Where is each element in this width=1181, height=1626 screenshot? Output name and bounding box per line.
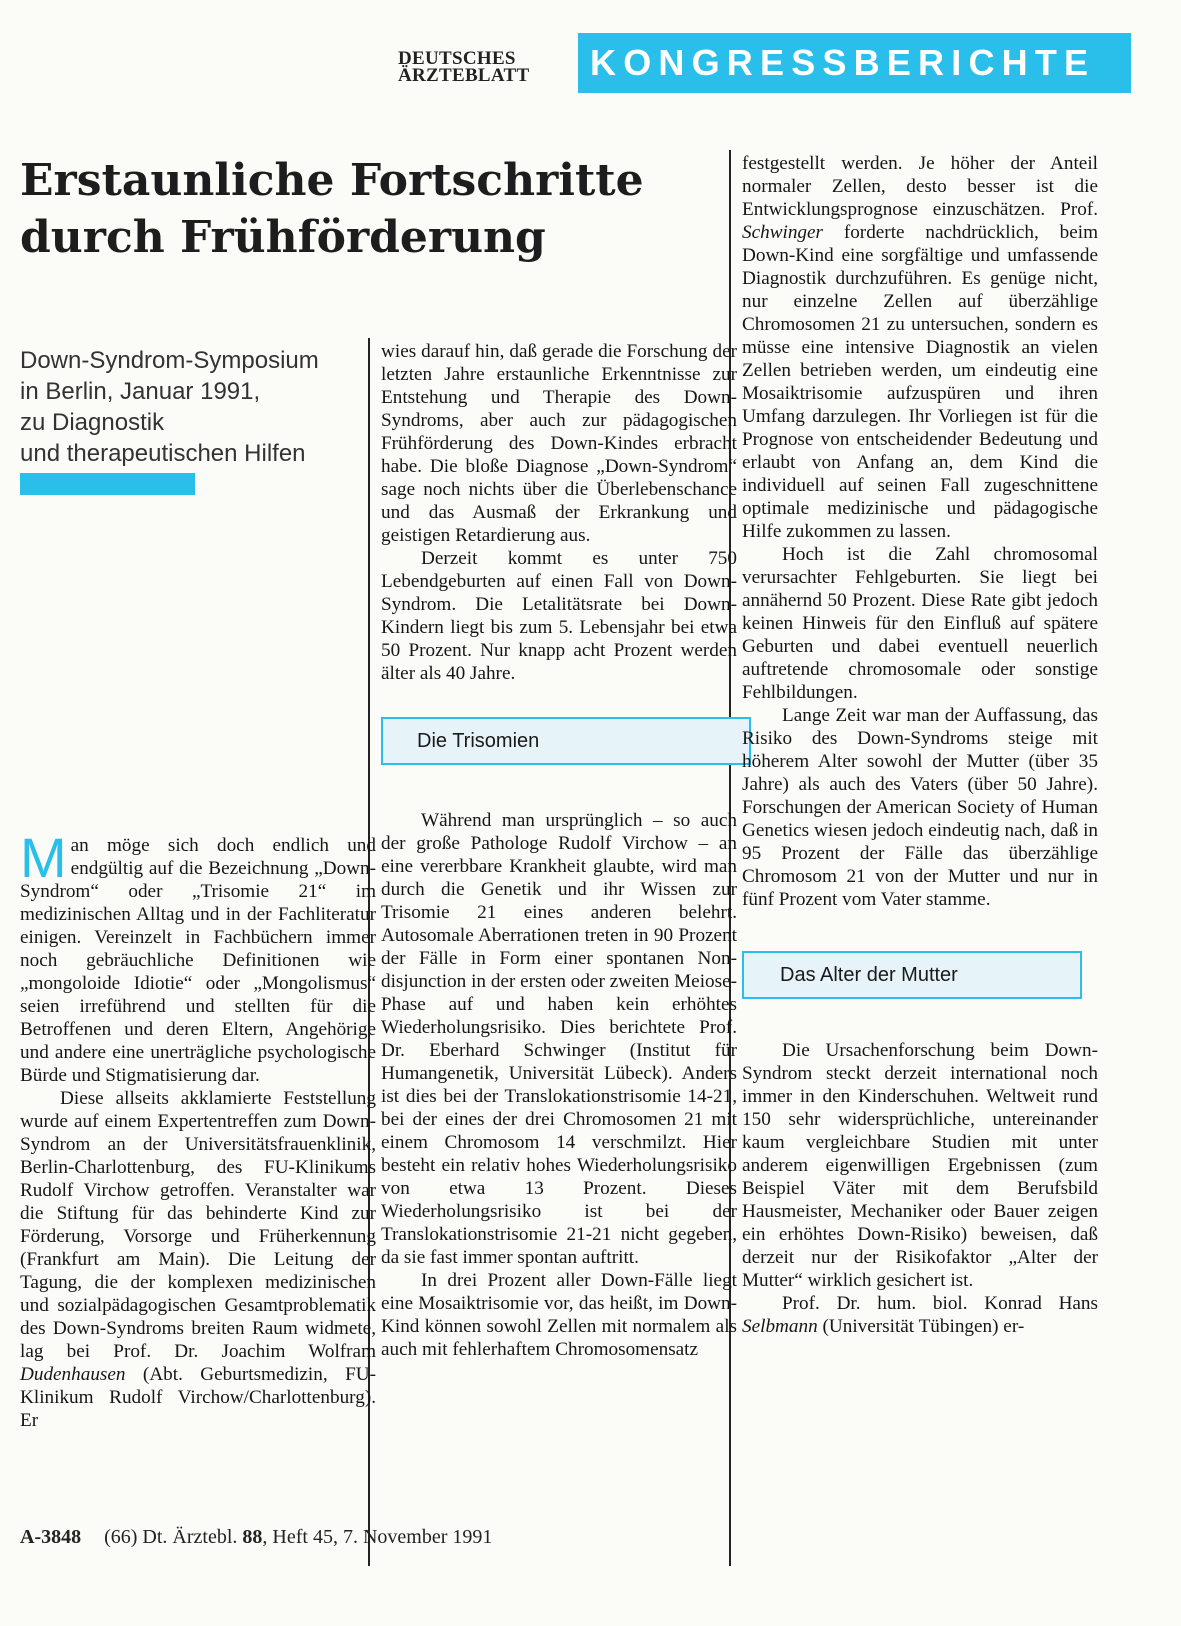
subheading-box: Das Alter der Mutter [742, 951, 1082, 999]
article-column-1 [20, 826, 376, 1432]
paragraph: wies darauf hin, daß gerade die Forschung der letzten Jahre erstaunliche Erkenntnisse zur Entstehung und Therapie des Down-Syndroms, aber auch zur pädagogischen Frühförderung des Down-Kindes erbracht habe. Die bloße Diagnose „Down-Syndrom“ sage noch nichts über die Überlebenschance und das Ausmaß der Erkrankung und geistigen Retardierung aus. [381, 341, 737, 546]
person-name: Dudenhausen [20, 1364, 126, 1385]
article-column-2 [381, 340, 737, 1361]
journal-logo [398, 50, 529, 84]
article-subtitle [20, 345, 380, 469]
paragraph: Lange Zeit war man der Auffassung, das Risiko des Down-Syndroms steige mit höherem Alter sowohl der Mutter (über 35 Jahre) als auch des Vaters (über 50 Jahre). Forschungen der American Society of Human Genetics wiesen jedoch eindeutig nach, daß in 95 Prozent der Fälle das überzählige Chromosom 21 von der Mutter und nur in fünf Prozent vom Vater stamme. [742, 705, 1098, 910]
person-name: Schwinger [742, 222, 824, 243]
subheading-box: Die Trisomien [381, 717, 751, 765]
subtitle-line: und therapeutischen Hilfen [20, 440, 306, 467]
paragraph: In drei Prozent aller Down-Fälle liegt eine Mosaiktrisomie vor, das heißt, im Down-Kind können sowohl Zellen mit normalem als auch mit fehlerhaftem Chromosomensatz [381, 1270, 737, 1360]
paragraph-text: festgestellt werden. Je höher der Anteil normaler Zellen, desto besser ist die Entwicklungsprognose einzuschätzen. Prof. [742, 153, 1098, 220]
footer-volume: 88 [242, 1526, 263, 1548]
logo-line-1: DEUTSCHES [398, 48, 516, 69]
paragraph [742, 1292, 1098, 1338]
paragraph-text: Diese allseits akklamierte Feststellung wurde auf einem Expertentreffen zum Down-Syndrom an der Universitätsfrauenklinik, Berlin-Charlottenburg, des FU-Klinikums Rudolf Virchow getroffen. Veranstalter war die Stiftung für das behinderte Kind zur Förderung, Vorsorge und Früherkennung (Frankfurt am Main). Die Leitung der Tagung, die der komplexen medizinischen und sozialpädagogischen Gesamtproblematik des Down-Syndroms breiten Raum widmete, lag bei Prof. Dr. Joachim Wolfram [20, 1088, 376, 1362]
article-column-3 [742, 152, 1098, 1338]
section-banner: KONGRESSBERICHTE [578, 33, 1131, 93]
subtitle-line: in Berlin, Januar 1991, [20, 378, 261, 405]
person-name: Selbmann [742, 1316, 818, 1337]
paragraph: Die Ursachenforschung beim Down-Syndrom steckt derzeit international noch immer in den Kinderschuhen. Weltweit rund 150 sehr widersprüchliche, untereinander kaum vergleichbare Studien mit unter anderem eigenwilligen Ergebnissen (zum Beispiel Väter mit dem Berufsbild Hausmeister, Mechaniker oder Bauer zeigen ein erhöhtes Down-Risiko) beweisen, daß derzeit nur der Risikofaktor „Alter der Mutter“ wirklich gesichert ist. [742, 1040, 1098, 1291]
footer-issue: , Heft 45, 7. November 1991 [262, 1526, 493, 1548]
page-footer [20, 1526, 492, 1549]
paragraph-text: Prof. Dr. hum. biol. Konrad Hans [782, 1293, 1098, 1314]
drop-cap: M [20, 826, 67, 889]
page-number: A-3848 [20, 1526, 82, 1548]
accent-bar [20, 473, 195, 495]
paragraph [20, 1087, 376, 1432]
paragraph-text: an möge sich doch endlich und endgültig auf die Bezeichnung „Down-Syndrom“ oder „Trisomie 21“ im medizinischen Alltag und in der Fachliteratur einigen. Vereinzelt in Fachbüchern immer noch gebräuchliche Definitionen wie „mongoloide Idiotie“ oder „Mongolismus“ seien irreführend und stellten für die Betroffenen und deren Eltern, Angehörige und andere eine unerträgliche psychologische Bürde und Stigmatisierung dar. [20, 835, 376, 1086]
subtitle-line: zu Diagnostik [20, 409, 165, 436]
paragraph-text: (Universität Tübingen) er- [817, 1316, 1025, 1337]
subtitle-line: Down-Syndrom-Symposium [20, 347, 319, 374]
logo-line-2: ÄRZTEBLATT [398, 65, 530, 86]
paragraph: Während man ursprünglich – so auch der große Pathologe Rudolf Virchow – an eine vererbbare Krankheit glaubte, wird man durch die Genetik und ihr Wissen zur Trisomie 21 eines anderen belehrt. Autosomale Aberrationen treten in 90 Prozent der Fälle in Form einer spontanen Non-disjunction in der ersten oder zweiten Meiose-Phase auf und haben kein erhöhtes Wiederholungsrisiko. Dies berichtete Prof. Dr. Eberhard Schwinger (Institut für Humangenetik, Universität Lübeck). Anders ist dies bei der Translokationstrisomie 14-21, bei der eines der drei Chromosomen 21 mit einem Chromosom 14 verschmilzt. Hier besteht ein relativ hohes Wiederholungsrisiko von etwa 13 Prozent. Dieses Wiederholungsrisiko ist bei der Translokationstrisomie 21-21 nicht gegeben, da sie fast immer spontan auftritt. [381, 810, 737, 1268]
paragraph [742, 152, 1098, 543]
footer-source: (66) Dt. Ärztebl. [104, 1526, 238, 1548]
paragraph-text: forderte nachdrücklich, beim Down-Kind eine sorgfältige und umfassende Diagnostik durchzuführen. Es genüge nicht, nur einzelne Zellen auf überzählige Chromosomen 21 zu untersuchen, sondern es müsse eine intensive Diagnostik an vielen Zellen betrieben werden, um eindeutig eine Mosaiktrisomie aufzuspüren und ihren Umfang darzulegen. Ihr Vorliegen ist für die Prognose von entscheidender Bedeutung und erlaubt von Anfang an, dem Kind die individuell auf seinen Fall zugeschnittene optimale medizinische und pädagogische Hilfe zukommen zu lassen. [742, 222, 1098, 542]
paragraph: Hoch ist die Zahl chromosomal verursachter Fehlgeburten. Sie liegt bei annähernd 50 Prozent. Diese Rate gibt jedoch keinen Hinweis für den Einfluß auf spätere Geburten und dabei eventuell neuerlich auftretende chromosomale oder sonstige Fehlbildungen. [742, 544, 1098, 703]
paragraph: Derzeit kommt es unter 750 Lebendgeburten auf einen Fall von Down-Syndrom. Die Letalitätsrate bei Down-Kindern liegt bis zum 5. Lebensjahr bei etwa 50 Prozent. Nur knapp acht Prozent werden älter als 40 Jahre. [381, 548, 737, 684]
paragraph [20, 826, 376, 1087]
article-title: Erstaunliche Fortschritte durch Frühförderung [20, 155, 644, 263]
paragraph-text: (Abt. Geburtsmedizin, FU-Klinikum Rudolf Virchow/Charlottenburg). Er [20, 1364, 376, 1431]
